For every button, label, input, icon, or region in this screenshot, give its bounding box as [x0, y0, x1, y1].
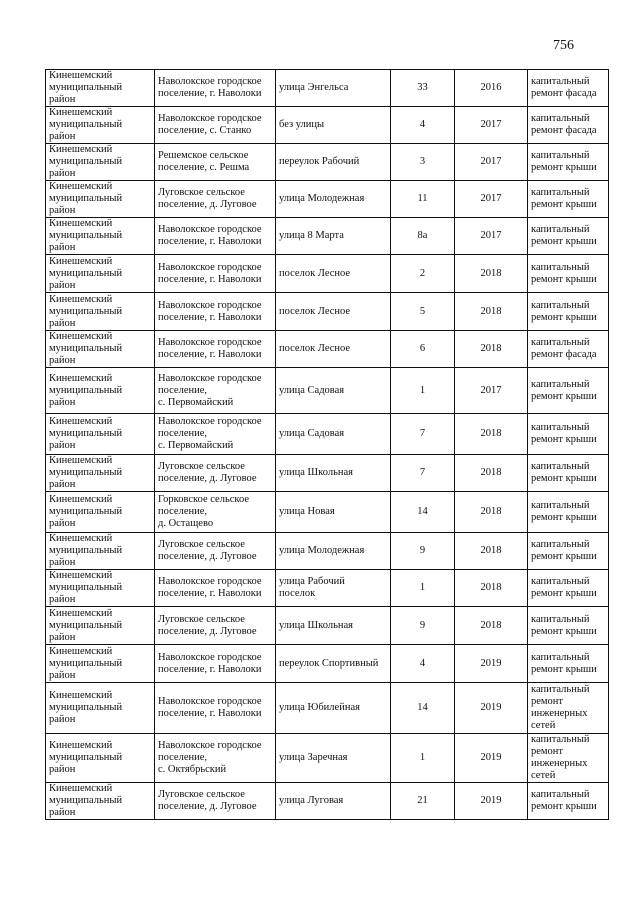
street-cell-text: улица Молодежная — [279, 545, 365, 556]
district-cell-text: Кинешемский муниципальный район — [49, 690, 123, 725]
work-type-cell-text: капитальный ремонт фасада — [531, 337, 597, 360]
street-cell-text: улица Молодежная — [279, 193, 365, 204]
district-cell-text: Кинешемский муниципальный район — [49, 255, 123, 291]
year-cell-text: 2018 — [480, 343, 502, 354]
work-type-cell — [528, 70, 609, 107]
street-cell — [276, 570, 391, 607]
district-cell-text: Кинешемский муниципальный район — [49, 144, 123, 179]
settlement-cell-text: Горковское сельское поселение, д. Остащево — [158, 494, 249, 529]
settlement-cell — [155, 783, 276, 820]
district-cell — [46, 218, 155, 255]
table-row — [46, 645, 609, 683]
work-type-cell — [528, 181, 609, 218]
street-cell — [276, 645, 391, 683]
house-number-cell-text: 3 — [419, 156, 426, 167]
district-cell-text: Кинешемский муниципальный район — [49, 455, 123, 490]
district-cell-text: Кинешемский муниципальный район — [49, 218, 123, 253]
work-type-cell — [528, 570, 609, 607]
house-number-cell-text: 6 — [419, 343, 426, 354]
table-row — [46, 107, 609, 144]
work-type-cell — [528, 107, 609, 144]
street-cell-text: поселок Лесное — [279, 305, 351, 317]
year-cell — [455, 218, 528, 255]
work-type-cell-text: капитальный ремонт крыши — [531, 651, 597, 675]
house-number-cell — [391, 414, 455, 455]
street-cell — [276, 293, 391, 331]
house-number-cell-text: 11 — [417, 193, 428, 204]
street-cell — [276, 107, 391, 144]
table-row — [46, 218, 609, 255]
street-cell — [276, 734, 391, 783]
district-cell-text: Кинешемский муниципальный район — [49, 107, 123, 142]
settlement-cell-text: Наволокское городское поселение, г. Наволоки — [158, 299, 262, 323]
settlement-cell — [155, 218, 276, 255]
year-cell — [455, 783, 528, 820]
work-type-cell-text: капитальный ремонт крыши — [531, 539, 597, 562]
settlement-cell — [155, 70, 276, 107]
house-number-cell-text: 1 — [419, 384, 426, 396]
house-number-cell-text: 1 — [419, 752, 426, 763]
street-cell-text: улица Школьная — [279, 619, 353, 631]
table-row — [46, 293, 609, 331]
street-cell — [276, 683, 391, 734]
year-cell — [455, 645, 528, 683]
settlement-cell-text: Наволокское городское поселение, г. Наволоки — [158, 337, 262, 360]
house-number-cell — [391, 455, 455, 492]
table-row — [46, 255, 609, 293]
table-row — [46, 368, 609, 414]
district-cell — [46, 734, 155, 783]
district-cell — [46, 70, 155, 107]
settlement-cell — [155, 107, 276, 144]
settlement-cell-text: Наволокское городское поселение, г. Наволоки — [158, 576, 262, 599]
street-cell-text: переулок Рабочий — [279, 156, 360, 167]
table-row — [46, 533, 609, 570]
settlement-cell — [155, 734, 276, 783]
work-type-cell — [528, 492, 609, 533]
year-cell — [455, 533, 528, 570]
settlement-cell — [155, 368, 276, 414]
settlement-cell — [155, 331, 276, 368]
district-cell-text: Кинешемский муниципальный район — [49, 494, 123, 529]
street-cell — [276, 255, 391, 293]
settlement-cell-text: Наволокское городское поселение, г. Наволоки — [158, 76, 262, 99]
district-cell-text: Кинешемский муниципальный район — [49, 70, 123, 105]
street-cell — [276, 331, 391, 368]
settlement-cell-text: Наволокское городское поселение, г. Наволоки — [158, 261, 262, 285]
street-cell-text: улица Энгельса — [279, 82, 349, 93]
work-type-cell — [528, 607, 609, 645]
work-type-cell — [528, 144, 609, 181]
year-cell-text: 2018 — [480, 582, 502, 593]
year-cell — [455, 368, 528, 414]
house-number-cell — [391, 181, 455, 218]
house-number-cell-text: 8а — [417, 230, 428, 241]
district-cell-text: Кинешемский муниципальный район — [49, 331, 123, 366]
work-type-cell-text: капитальный ремонт крыши — [531, 422, 597, 445]
house-number-cell-text: 9 — [419, 619, 426, 631]
work-type-cell-text: капитальный ремонт крыши — [531, 500, 597, 523]
year-cell-text: 2019 — [480, 752, 502, 763]
table-body — [46, 70, 609, 820]
work-type-cell — [528, 734, 609, 783]
work-type-cell-text: капитальный ремонт крыши — [531, 789, 597, 812]
house-number-cell — [391, 783, 455, 820]
district-cell-text: Кинешемский муниципальный район — [49, 570, 123, 605]
street-cell — [276, 368, 391, 414]
work-type-cell — [528, 255, 609, 293]
settlement-cell — [155, 255, 276, 293]
year-cell-text: 2018 — [480, 428, 502, 439]
house-number-cell-text: 5 — [419, 305, 426, 317]
street-cell-text: улица Новая — [279, 506, 335, 517]
street-cell-text: без улицы — [279, 119, 325, 130]
house-number-cell-text: 14 — [417, 702, 428, 713]
work-type-cell-text: капитальный ремонт крыши — [531, 378, 597, 402]
year-cell-text: 2018 — [480, 506, 502, 517]
district-cell-text: Кинешемский муниципальный район — [49, 783, 123, 818]
year-cell-text: 2018 — [480, 267, 502, 279]
year-cell — [455, 255, 528, 293]
district-cell-text: Кинешемский муниципальный район — [49, 645, 123, 681]
district-cell — [46, 607, 155, 645]
district-cell — [46, 414, 155, 455]
district-cell — [46, 783, 155, 820]
house-number-cell-text: 4 — [419, 119, 426, 130]
district-cell — [46, 293, 155, 331]
settlement-cell-text: Наволокское городское поселение, с. Октябрьский — [158, 740, 262, 775]
settlement-cell-text: Решемское сельское поселение, с. Решма — [158, 150, 250, 173]
house-number-cell — [391, 255, 455, 293]
house-number-cell-text: 21 — [417, 795, 428, 806]
year-cell — [455, 734, 528, 783]
district-cell-text: Кинешемский муниципальный район — [49, 293, 123, 329]
house-number-cell-text: 1 — [419, 582, 426, 593]
year-cell — [455, 107, 528, 144]
district-cell — [46, 683, 155, 734]
district-cell — [46, 368, 155, 414]
district-cell — [46, 181, 155, 218]
district-cell — [46, 570, 155, 607]
work-type-cell-text: капитальный ремонт крыши — [531, 224, 597, 247]
house-number-cell-text: 7 — [419, 467, 426, 478]
street-cell-text: улица Рабочий поселок — [279, 576, 345, 599]
district-cell-text: Кинешемский муниципальный район — [49, 533, 123, 568]
street-cell-text: поселок Лесное — [279, 267, 351, 279]
work-type-cell — [528, 414, 609, 455]
settlement-cell — [155, 144, 276, 181]
street-cell — [276, 144, 391, 181]
table-row — [46, 570, 609, 607]
district-cell-text: Кинешемский муниципальный район — [49, 372, 123, 408]
settlement-cell — [155, 492, 276, 533]
street-cell-text: улица 8 Марта — [279, 230, 344, 241]
year-cell-text: 2017 — [480, 193, 502, 204]
district-cell — [46, 144, 155, 181]
house-number-cell — [391, 570, 455, 607]
work-type-cell — [528, 455, 609, 492]
district-cell — [46, 255, 155, 293]
table-row — [46, 331, 609, 368]
year-cell — [455, 455, 528, 492]
year-cell-text: 2018 — [480, 619, 502, 631]
year-cell — [455, 607, 528, 645]
street-cell-text: улица Юбилейная — [279, 702, 360, 713]
year-cell — [455, 181, 528, 218]
street-cell — [276, 70, 391, 107]
district-cell-text: Кинешемский муниципальный район — [49, 607, 123, 643]
house-number-cell — [391, 107, 455, 144]
work-type-cell-text: капитальный ремонт крыши — [531, 613, 597, 637]
settlement-cell — [155, 607, 276, 645]
work-type-cell-text: капитальный ремонт крыши — [531, 187, 597, 210]
house-number-cell-text: 4 — [419, 657, 426, 669]
settlement-cell-text: Наволокское городское поселение, г. Наволоки — [158, 696, 262, 719]
housing-repair-table — [45, 69, 609, 820]
work-type-cell-text: капитальный ремонт фасада — [531, 76, 597, 99]
settlement-cell-text: Наволокское городское поселение, с. Первомайский — [158, 416, 262, 451]
settlement-cell-text: Наволокское городское поселение, с. Станко — [158, 113, 262, 136]
district-cell — [46, 455, 155, 492]
street-cell — [276, 414, 391, 455]
settlement-cell — [155, 533, 276, 570]
house-number-cell — [391, 218, 455, 255]
settlement-cell — [155, 570, 276, 607]
settlement-cell-text: Луговское сельское поселение, д. Луговое — [158, 187, 257, 210]
year-cell — [455, 331, 528, 368]
table-row — [46, 607, 609, 645]
year-cell — [455, 683, 528, 734]
year-cell-text: 2019 — [480, 795, 502, 806]
district-cell — [46, 107, 155, 144]
settlement-cell — [155, 645, 276, 683]
work-type-cell-text: капитальный ремонт крыши — [531, 261, 597, 285]
year-cell-text: 2016 — [480, 82, 502, 93]
work-type-cell — [528, 293, 609, 331]
year-cell — [455, 414, 528, 455]
house-number-cell-text: 33 — [417, 82, 428, 93]
settlement-cell-text: Луговское сельское поселение, д. Луговое — [158, 789, 257, 812]
work-type-cell — [528, 368, 609, 414]
district-cell-text: Кинешемский муниципальный район — [49, 416, 123, 451]
street-cell — [276, 783, 391, 820]
street-cell-text: улица Луговая — [279, 795, 344, 806]
year-cell-text: 2017 — [480, 230, 502, 241]
work-type-cell-text: капитальный ремонт крыши — [531, 576, 597, 599]
year-cell — [455, 570, 528, 607]
year-cell-text: 2018 — [480, 467, 502, 478]
work-type-cell-text: капитальный ремонт инженерных сетей — [531, 684, 590, 731]
settlement-cell-text: Луговское сельское поселение, д. Луговое — [158, 613, 257, 637]
district-cell — [46, 533, 155, 570]
district-cell — [46, 492, 155, 533]
street-cell-text: переулок Спортивный — [279, 657, 379, 669]
district-cell — [46, 331, 155, 368]
table-row — [46, 181, 609, 218]
year-cell — [455, 293, 528, 331]
house-number-cell — [391, 734, 455, 783]
district-cell — [46, 645, 155, 683]
street-cell-text: улица Заречная — [279, 752, 348, 763]
settlement-cell-text: Наволокское городское поселение, г. Наволоки — [158, 224, 262, 247]
settlement-cell — [155, 683, 276, 734]
work-type-cell — [528, 783, 609, 820]
work-type-cell — [528, 645, 609, 683]
house-number-cell — [391, 645, 455, 683]
settlement-cell — [155, 455, 276, 492]
table-row — [46, 492, 609, 533]
work-type-cell-text: капитальный ремонт фасада — [531, 113, 597, 136]
year-cell-text: 2017 — [480, 384, 502, 396]
street-cell-text: поселок Лесное — [279, 343, 351, 354]
street-cell — [276, 181, 391, 218]
year-cell — [455, 144, 528, 181]
street-cell — [276, 607, 391, 645]
district-cell-text: Кинешемский муниципальный район — [49, 740, 123, 775]
work-type-cell — [528, 683, 609, 734]
table-row — [46, 683, 609, 734]
house-number-cell — [391, 70, 455, 107]
table-row — [46, 414, 609, 455]
settlement-cell-text: Луговское сельское поселение, д. Луговое — [158, 461, 257, 484]
street-cell — [276, 492, 391, 533]
year-cell — [455, 70, 528, 107]
street-cell-text: улица Садовая — [279, 384, 345, 396]
street-cell — [276, 218, 391, 255]
settlement-cell — [155, 414, 276, 455]
house-number-cell — [391, 293, 455, 331]
table-row — [46, 144, 609, 181]
settlement-cell-text: Наволокское городское поселение, с. Первомайский — [158, 372, 262, 408]
year-cell-text: 2017 — [480, 156, 502, 167]
house-number-cell-text: 14 — [417, 506, 428, 517]
street-cell — [276, 455, 391, 492]
page-number: 756 — [553, 38, 574, 53]
table-row — [46, 70, 609, 107]
work-type-cell-text: капитальный ремонт крыши — [531, 150, 597, 173]
year-cell-text: 2018 — [480, 545, 502, 556]
year-cell-text: 2019 — [480, 657, 502, 669]
settlement-cell — [155, 293, 276, 331]
work-type-cell-text: капитальный ремонт крыши — [531, 461, 597, 484]
house-number-cell — [391, 331, 455, 368]
settlement-cell-text: Луговское сельское поселение, д. Луговое — [158, 539, 257, 562]
street-cell — [276, 533, 391, 570]
street-cell-text: улица Школьная — [279, 467, 353, 478]
house-number-cell-text: 2 — [419, 267, 426, 279]
house-number-cell — [391, 607, 455, 645]
table-row — [46, 455, 609, 492]
work-type-cell — [528, 218, 609, 255]
table-row — [46, 783, 609, 820]
year-cell — [455, 492, 528, 533]
table-row — [46, 734, 609, 783]
house-number-cell-text: 9 — [419, 545, 426, 556]
settlement-cell-text: Наволокское городское поселение, г. Наволоки — [158, 651, 262, 675]
house-number-cell-text: 7 — [419, 428, 426, 439]
work-type-cell-text: капитальный ремонт крыши — [531, 299, 597, 323]
settlement-cell — [155, 181, 276, 218]
house-number-cell — [391, 492, 455, 533]
year-cell-text: 2019 — [480, 702, 502, 713]
house-number-cell — [391, 144, 455, 181]
work-type-cell-text: капитальный ремонт инженерных сетей — [531, 734, 590, 781]
house-number-cell — [391, 533, 455, 570]
house-number-cell — [391, 368, 455, 414]
year-cell-text: 2017 — [480, 119, 502, 130]
year-cell-text: 2018 — [480, 305, 502, 317]
street-cell-text: улица Садовая — [279, 428, 345, 439]
work-type-cell — [528, 533, 609, 570]
house-number-cell — [391, 683, 455, 734]
work-type-cell — [528, 331, 609, 368]
district-cell-text: Кинешемский муниципальный район — [49, 181, 123, 216]
